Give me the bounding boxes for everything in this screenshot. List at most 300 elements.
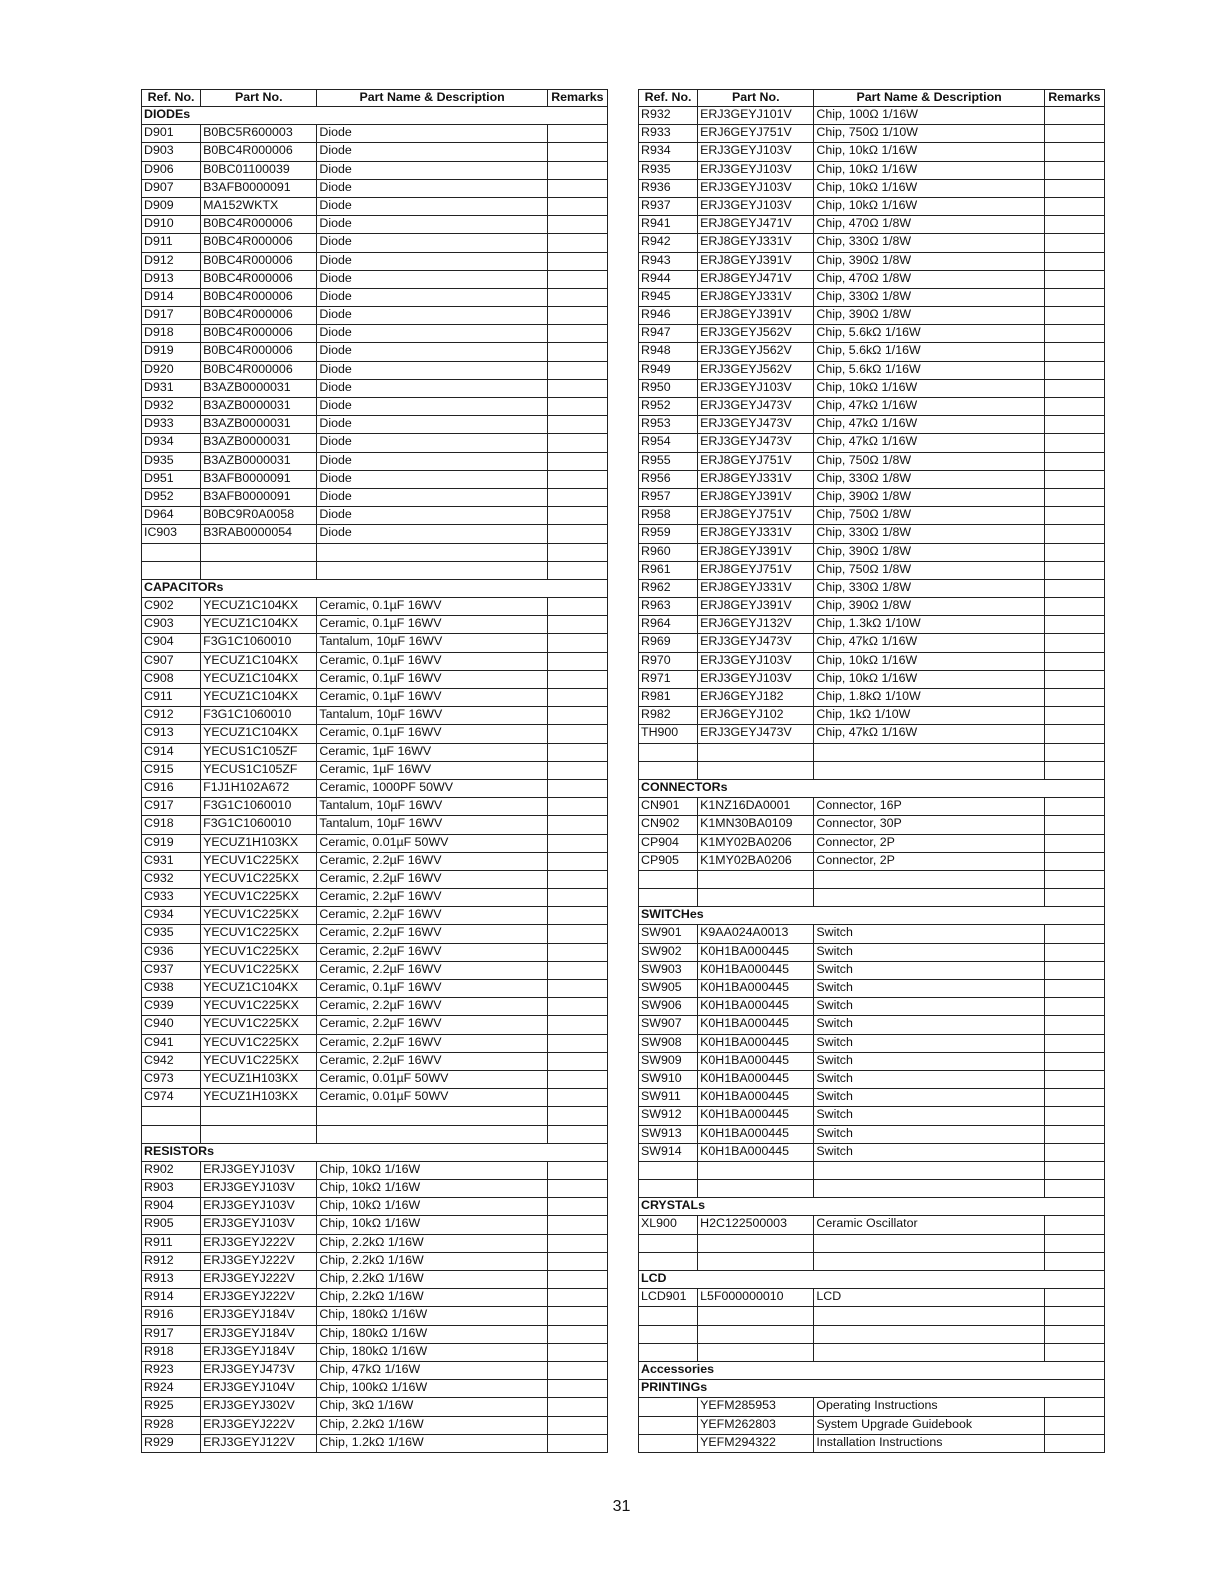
ref-no-cell: D907 — [142, 179, 201, 197]
part-no-cell: ERJ8GEYJ391V — [698, 307, 814, 325]
remarks-cell — [547, 507, 607, 525]
part-no-cell: ERJ3GEYJ562V — [698, 361, 814, 379]
remarks-cell — [1044, 1089, 1104, 1107]
description-cell: System Upgrade Guidebook — [814, 1416, 1044, 1434]
ref-no-cell: C935 — [142, 925, 201, 943]
part-no-cell: YECUV1C225KX — [201, 943, 317, 961]
ref-no-cell: C932 — [142, 870, 201, 888]
part-no-cell — [698, 1234, 814, 1252]
part-no-cell: B0BC4R000006 — [201, 270, 317, 288]
part-no-cell: YECUV1C225KX — [201, 1034, 317, 1052]
part-no-cell: ERJ3GEYJ562V — [698, 325, 814, 343]
remarks-cell — [1044, 1234, 1104, 1252]
table-row — [639, 1325, 1105, 1343]
parts-table-left — [141, 89, 608, 1453]
ref-no-cell: D931 — [142, 379, 201, 397]
table-row — [142, 398, 608, 416]
table-row — [142, 361, 608, 379]
part-no-cell: ERJ3GEYJ104V — [201, 1380, 317, 1398]
table-header-row — [142, 90, 608, 107]
ref-no-cell: C904 — [142, 634, 201, 652]
table-row — [142, 1161, 608, 1179]
table-row — [142, 761, 608, 779]
table-row — [639, 1034, 1105, 1052]
remarks-cell — [547, 616, 607, 634]
remarks-cell — [547, 1052, 607, 1070]
description-cell: Chip, 2.2kΩ 1/16W — [317, 1252, 547, 1270]
description-cell: Chip, 330Ω 1/8W — [814, 579, 1044, 597]
description-cell: Chip, 10kΩ 1/16W — [814, 197, 1044, 215]
part-no-cell: YEFM262803 — [698, 1416, 814, 1434]
part-no-cell: B0BC4R000006 — [201, 288, 317, 306]
table-row — [142, 307, 608, 325]
description-cell: Ceramic, 2.2µF 16WV — [317, 961, 547, 979]
description-cell: Chip, 1.8kΩ 1/10W — [814, 689, 1044, 707]
ref-no-cell: D933 — [142, 416, 201, 434]
ref-no-cell — [639, 1307, 698, 1325]
ref-no-cell: R958 — [639, 507, 698, 525]
table-row — [639, 398, 1105, 416]
remarks-cell — [1044, 125, 1104, 143]
table-row — [639, 925, 1105, 943]
description-cell: Chip, 5.6kΩ 1/16W — [814, 325, 1044, 343]
ref-no-cell — [639, 1252, 698, 1270]
header-description: Part Name & Description — [814, 90, 1044, 107]
description-cell: Chip, 1kΩ 1/10W — [814, 707, 1044, 725]
description-cell: Chip, 10kΩ 1/16W — [814, 670, 1044, 688]
ref-no-cell — [639, 1234, 698, 1252]
remarks-cell — [547, 1107, 607, 1125]
remarks-cell — [1044, 398, 1104, 416]
remarks-cell — [547, 634, 607, 652]
description-cell: Ceramic, 0.01µF 50WV — [317, 834, 547, 852]
part-no-cell: YECUS1C105ZF — [201, 743, 317, 761]
remarks-cell — [547, 216, 607, 234]
description-cell: Chip, 2.2kΩ 1/16W — [317, 1289, 547, 1307]
part-no-cell: ERJ3GEYJ101V — [698, 107, 814, 125]
remarks-cell — [547, 1089, 607, 1107]
part-no-cell: B0BC4R000006 — [201, 361, 317, 379]
table-row — [142, 1289, 608, 1307]
table-row — [639, 252, 1105, 270]
ref-no-cell — [639, 1325, 698, 1343]
remarks-cell — [547, 1125, 607, 1143]
table-row — [142, 507, 608, 525]
remarks-cell — [1044, 361, 1104, 379]
ref-no-cell: C919 — [142, 834, 201, 852]
remarks-cell — [547, 143, 607, 161]
ref-no-cell: R947 — [639, 325, 698, 343]
description-cell: Diode — [317, 398, 547, 416]
table-row — [142, 998, 608, 1016]
ref-no-cell: R916 — [142, 1307, 201, 1325]
table-row — [639, 998, 1105, 1016]
remarks-cell — [1044, 761, 1104, 779]
table-row — [639, 1052, 1105, 1070]
ref-no-cell: R914 — [142, 1289, 201, 1307]
remarks-cell — [547, 307, 607, 325]
table-row — [142, 689, 608, 707]
part-no-cell: ERJ3GEYJ473V — [698, 416, 814, 434]
description-cell: Switch — [814, 1089, 1044, 1107]
remarks-cell — [1044, 652, 1104, 670]
description-cell: Chip, 750Ω 1/8W — [814, 452, 1044, 470]
part-no-cell — [698, 870, 814, 888]
remarks-cell — [547, 197, 607, 215]
remarks-cell — [1044, 925, 1104, 943]
ref-no-cell: R948 — [639, 343, 698, 361]
table-row — [142, 1361, 608, 1379]
section-title: RESISTORs — [142, 1143, 608, 1161]
part-no-cell: K0H1BA000445 — [698, 980, 814, 998]
table-row — [639, 1180, 1105, 1198]
table-row — [142, 943, 608, 961]
ref-no-cell: SW905 — [639, 980, 698, 998]
part-no-cell: K0H1BA000445 — [698, 1034, 814, 1052]
remarks-cell — [1044, 1416, 1104, 1434]
ref-no-cell: R961 — [639, 561, 698, 579]
part-no-cell: K0H1BA000445 — [698, 1070, 814, 1088]
ref-no-cell: C902 — [142, 598, 201, 616]
ref-no-cell — [639, 870, 698, 888]
remarks-cell — [1044, 1398, 1104, 1416]
table-row — [142, 416, 608, 434]
table-row — [639, 1161, 1105, 1179]
table-row — [142, 1271, 608, 1289]
part-no-cell — [201, 543, 317, 561]
ref-no-cell: R905 — [142, 1216, 201, 1234]
table-row — [142, 125, 608, 143]
description-cell: Chip, 330Ω 1/8W — [814, 525, 1044, 543]
remarks-cell — [1044, 107, 1104, 125]
description-cell: Chip, 47kΩ 1/16W — [814, 725, 1044, 743]
ref-no-cell: R949 — [639, 361, 698, 379]
page-number: 31 — [612, 1498, 631, 1515]
table-row — [142, 1416, 608, 1434]
part-no-cell: ERJ3GEYJ103V — [201, 1198, 317, 1216]
remarks-cell — [1044, 270, 1104, 288]
description-cell: Chip, 390Ω 1/8W — [814, 543, 1044, 561]
table-row — [639, 216, 1105, 234]
description-cell: Diode — [317, 361, 547, 379]
description-cell: Tantalum, 10µF 16WV — [317, 798, 547, 816]
table-row — [142, 889, 608, 907]
header-ref-no: Ref. No. — [639, 90, 698, 107]
remarks-cell — [547, 670, 607, 688]
description-cell: Tantalum, 10µF 16WV — [317, 634, 547, 652]
description-cell: Ceramic, 2.2µF 16WV — [317, 1016, 547, 1034]
table-row — [639, 1343, 1105, 1361]
remarks-cell — [547, 434, 607, 452]
remarks-cell — [547, 1161, 607, 1179]
section-header-row — [142, 107, 608, 125]
ref-no-cell: C973 — [142, 1070, 201, 1088]
description-cell: Chip, 390Ω 1/8W — [814, 488, 1044, 506]
description-cell: Switch — [814, 980, 1044, 998]
table-row — [639, 361, 1105, 379]
part-no-cell — [201, 1125, 317, 1143]
table-row — [639, 125, 1105, 143]
table-row — [142, 707, 608, 725]
part-no-cell: ERJ3GEYJ103V — [698, 197, 814, 215]
part-no-cell: K0H1BA000445 — [698, 1125, 814, 1143]
table-row — [142, 1198, 608, 1216]
part-no-cell: ERJ8GEYJ391V — [698, 598, 814, 616]
table-row — [639, 543, 1105, 561]
table-row — [142, 288, 608, 306]
table-row — [142, 1398, 608, 1416]
table-row — [639, 634, 1105, 652]
remarks-cell — [1044, 197, 1104, 215]
description-cell: Chip, 180kΩ 1/16W — [317, 1307, 547, 1325]
part-no-cell: B0BC4R000006 — [201, 143, 317, 161]
remarks-cell — [547, 270, 607, 288]
section-title: CRYSTALs — [639, 1198, 1105, 1216]
ref-no-cell: SW910 — [639, 1070, 698, 1088]
part-no-cell: B3AZB0000031 — [201, 452, 317, 470]
part-no-cell: YECUV1C225KX — [201, 925, 317, 943]
remarks-cell — [547, 1252, 607, 1270]
remarks-cell — [547, 379, 607, 397]
table-row — [142, 1325, 608, 1343]
ref-no-cell: R923 — [142, 1361, 201, 1379]
remarks-cell — [547, 798, 607, 816]
section-header-row — [639, 1198, 1105, 1216]
description-cell: Ceramic, 2.2µF 16WV — [317, 998, 547, 1016]
part-no-cell: B3AFB0000091 — [201, 488, 317, 506]
remarks-cell — [1044, 834, 1104, 852]
remarks-cell — [547, 1416, 607, 1434]
part-no-cell: YECUZ1C104KX — [201, 652, 317, 670]
table-row — [142, 1180, 608, 1198]
part-no-cell: ERJ8GEYJ331V — [698, 470, 814, 488]
part-no-cell — [698, 1343, 814, 1361]
table-row — [142, 1107, 608, 1125]
remarks-cell — [1044, 379, 1104, 397]
description-cell: Ceramic, 2.2µF 16WV — [317, 943, 547, 961]
description-cell: Ceramic, 0.1µF 16WV — [317, 652, 547, 670]
remarks-cell — [547, 943, 607, 961]
remarks-cell — [547, 1289, 607, 1307]
description-cell: Switch — [814, 1070, 1044, 1088]
description-cell: Chip, 10kΩ 1/16W — [814, 652, 1044, 670]
remarks-cell — [547, 288, 607, 306]
part-no-cell: F3G1C1060010 — [201, 798, 317, 816]
part-no-cell — [698, 1252, 814, 1270]
part-no-cell: ERJ3GEYJ473V — [201, 1361, 317, 1379]
description-cell: Diode — [317, 507, 547, 525]
table-row — [639, 1398, 1105, 1416]
table-row — [639, 598, 1105, 616]
part-no-cell: YEFM285953 — [698, 1398, 814, 1416]
part-no-cell: K1MY02BA0206 — [698, 852, 814, 870]
description-cell: Ceramic Oscillator — [814, 1216, 1044, 1234]
table-row — [639, 1216, 1105, 1234]
description-cell: Chip, 10kΩ 1/16W — [814, 143, 1044, 161]
remarks-cell — [1044, 1343, 1104, 1361]
remarks-cell — [547, 1271, 607, 1289]
ref-no-cell — [142, 1125, 201, 1143]
part-no-cell: B0BC4R000006 — [201, 307, 317, 325]
ref-no-cell: R955 — [639, 452, 698, 470]
table-row — [142, 1380, 608, 1398]
section-title: PRINTINGs — [639, 1380, 1105, 1398]
remarks-cell — [547, 980, 607, 998]
ref-no-cell — [639, 1343, 698, 1361]
part-no-cell: YECUV1C225KX — [201, 889, 317, 907]
description-cell: Diode — [317, 270, 547, 288]
ref-no-cell: D912 — [142, 252, 201, 270]
part-no-cell: YEFM294322 — [698, 1434, 814, 1452]
section-title: SWITCHes — [639, 907, 1105, 925]
description-cell: Chip, 47kΩ 1/16W — [814, 634, 1044, 652]
part-no-cell: ERJ8GEYJ391V — [698, 252, 814, 270]
ref-no-cell — [639, 1416, 698, 1434]
ref-no-cell: R982 — [639, 707, 698, 725]
remarks-cell — [1044, 889, 1104, 907]
table-row — [639, 1234, 1105, 1252]
table-row — [639, 379, 1105, 397]
ref-no-cell: LCD901 — [639, 1289, 698, 1307]
ref-no-cell: SW909 — [639, 1052, 698, 1070]
part-no-cell: ERJ8GEYJ751V — [698, 561, 814, 579]
part-no-cell: YECUZ1C104KX — [201, 598, 317, 616]
remarks-cell — [547, 870, 607, 888]
part-no-cell — [698, 743, 814, 761]
description-cell: Chip, 470Ω 1/8W — [814, 270, 1044, 288]
description-cell: Ceramic, 1000PF 50WV — [317, 779, 547, 797]
table-row — [142, 143, 608, 161]
remarks-cell — [547, 234, 607, 252]
ref-no-cell: D919 — [142, 343, 201, 361]
part-no-cell: YECUZ1C104KX — [201, 689, 317, 707]
ref-no-cell: D911 — [142, 234, 201, 252]
part-no-cell: B0BC9R0A0058 — [201, 507, 317, 525]
remarks-cell — [547, 343, 607, 361]
remarks-cell — [1044, 343, 1104, 361]
remarks-cell — [547, 398, 607, 416]
table-row — [142, 907, 608, 925]
table-row — [142, 1070, 608, 1088]
remarks-cell — [547, 925, 607, 943]
table-row — [142, 197, 608, 215]
ref-no-cell: C938 — [142, 980, 201, 998]
description-cell: Switch — [814, 925, 1044, 943]
description-cell: Chip, 2.2kΩ 1/16W — [317, 1416, 547, 1434]
remarks-cell — [1044, 1143, 1104, 1161]
remarks-cell — [1044, 816, 1104, 834]
table-row — [639, 707, 1105, 725]
description-cell: Diode — [317, 143, 547, 161]
description-cell: Diode — [317, 343, 547, 361]
table-row — [639, 1089, 1105, 1107]
ref-no-cell: SW914 — [639, 1143, 698, 1161]
table-row — [639, 834, 1105, 852]
ref-no-cell: SW913 — [639, 1125, 698, 1143]
remarks-cell — [547, 834, 607, 852]
remarks-cell — [1044, 689, 1104, 707]
part-no-cell: B3AZB0000031 — [201, 398, 317, 416]
part-no-cell: H2C122500003 — [698, 1216, 814, 1234]
part-no-cell: K0H1BA000445 — [698, 1089, 814, 1107]
description-cell — [814, 761, 1044, 779]
remarks-cell — [1044, 1180, 1104, 1198]
remarks-cell — [547, 816, 607, 834]
remarks-cell — [1044, 179, 1104, 197]
table-row — [142, 561, 608, 579]
ref-no-cell: CP905 — [639, 852, 698, 870]
table-row — [142, 779, 608, 797]
ref-no-cell — [639, 889, 698, 907]
remarks-cell — [1044, 1016, 1104, 1034]
part-no-cell: YECUV1C225KX — [201, 1016, 317, 1034]
description-cell — [814, 889, 1044, 907]
table-row — [142, 488, 608, 506]
ref-no-cell: SW912 — [639, 1107, 698, 1125]
table-row — [142, 1343, 608, 1361]
description-cell — [317, 1125, 547, 1143]
table-row — [639, 288, 1105, 306]
part-no-cell: F3G1C1060010 — [201, 707, 317, 725]
remarks-cell — [547, 525, 607, 543]
description-cell: Chip, 100Ω 1/16W — [814, 107, 1044, 125]
description-cell: Chip, 180kΩ 1/16W — [317, 1325, 547, 1343]
header-part-no: Part No. — [201, 90, 317, 107]
description-cell: Chip, 1.3kΩ 1/10W — [814, 616, 1044, 634]
ref-no-cell: R912 — [142, 1252, 201, 1270]
part-no-cell: F3G1C1060010 — [201, 634, 317, 652]
part-no-cell — [698, 1307, 814, 1325]
table-row — [639, 1143, 1105, 1161]
description-cell: Chip, 10kΩ 1/16W — [317, 1216, 547, 1234]
remarks-cell — [1044, 1161, 1104, 1179]
part-no-cell: ERJ3GEYJ103V — [698, 143, 814, 161]
remarks-cell — [1044, 488, 1104, 506]
section-title: LCD — [639, 1271, 1105, 1289]
ref-no-cell: R937 — [639, 197, 698, 215]
ref-no-cell: D951 — [142, 470, 201, 488]
part-no-cell: ERJ8GEYJ751V — [698, 507, 814, 525]
description-cell: Chip, 330Ω 1/8W — [814, 288, 1044, 306]
ref-no-cell: D964 — [142, 507, 201, 525]
remarks-cell — [547, 652, 607, 670]
ref-no-cell — [639, 1180, 698, 1198]
part-no-cell: YECUZ1C104KX — [201, 725, 317, 743]
description-cell — [814, 1234, 1044, 1252]
section-title: CONNECTORs — [639, 779, 1105, 797]
remarks-cell — [1044, 525, 1104, 543]
table-row — [639, 270, 1105, 288]
remarks-cell — [547, 452, 607, 470]
remarks-cell — [1044, 579, 1104, 597]
remarks-cell — [1044, 434, 1104, 452]
ref-no-cell: R928 — [142, 1416, 201, 1434]
part-no-cell: B0BC4R000006 — [201, 234, 317, 252]
part-no-cell: YECUV1C225KX — [201, 1052, 317, 1070]
ref-no-cell: D952 — [142, 488, 201, 506]
part-no-cell: B3AZB0000031 — [201, 379, 317, 397]
remarks-cell — [1044, 743, 1104, 761]
ref-no-cell: D906 — [142, 161, 201, 179]
table-row — [142, 1252, 608, 1270]
remarks-cell — [1044, 1034, 1104, 1052]
ref-no-cell: C931 — [142, 852, 201, 870]
ref-no-cell — [639, 1398, 698, 1416]
ref-no-cell: R981 — [639, 689, 698, 707]
description-cell: Chip, 10kΩ 1/16W — [317, 1180, 547, 1198]
ref-no-cell: D934 — [142, 434, 201, 452]
part-no-cell: B0BC5R600003 — [201, 125, 317, 143]
